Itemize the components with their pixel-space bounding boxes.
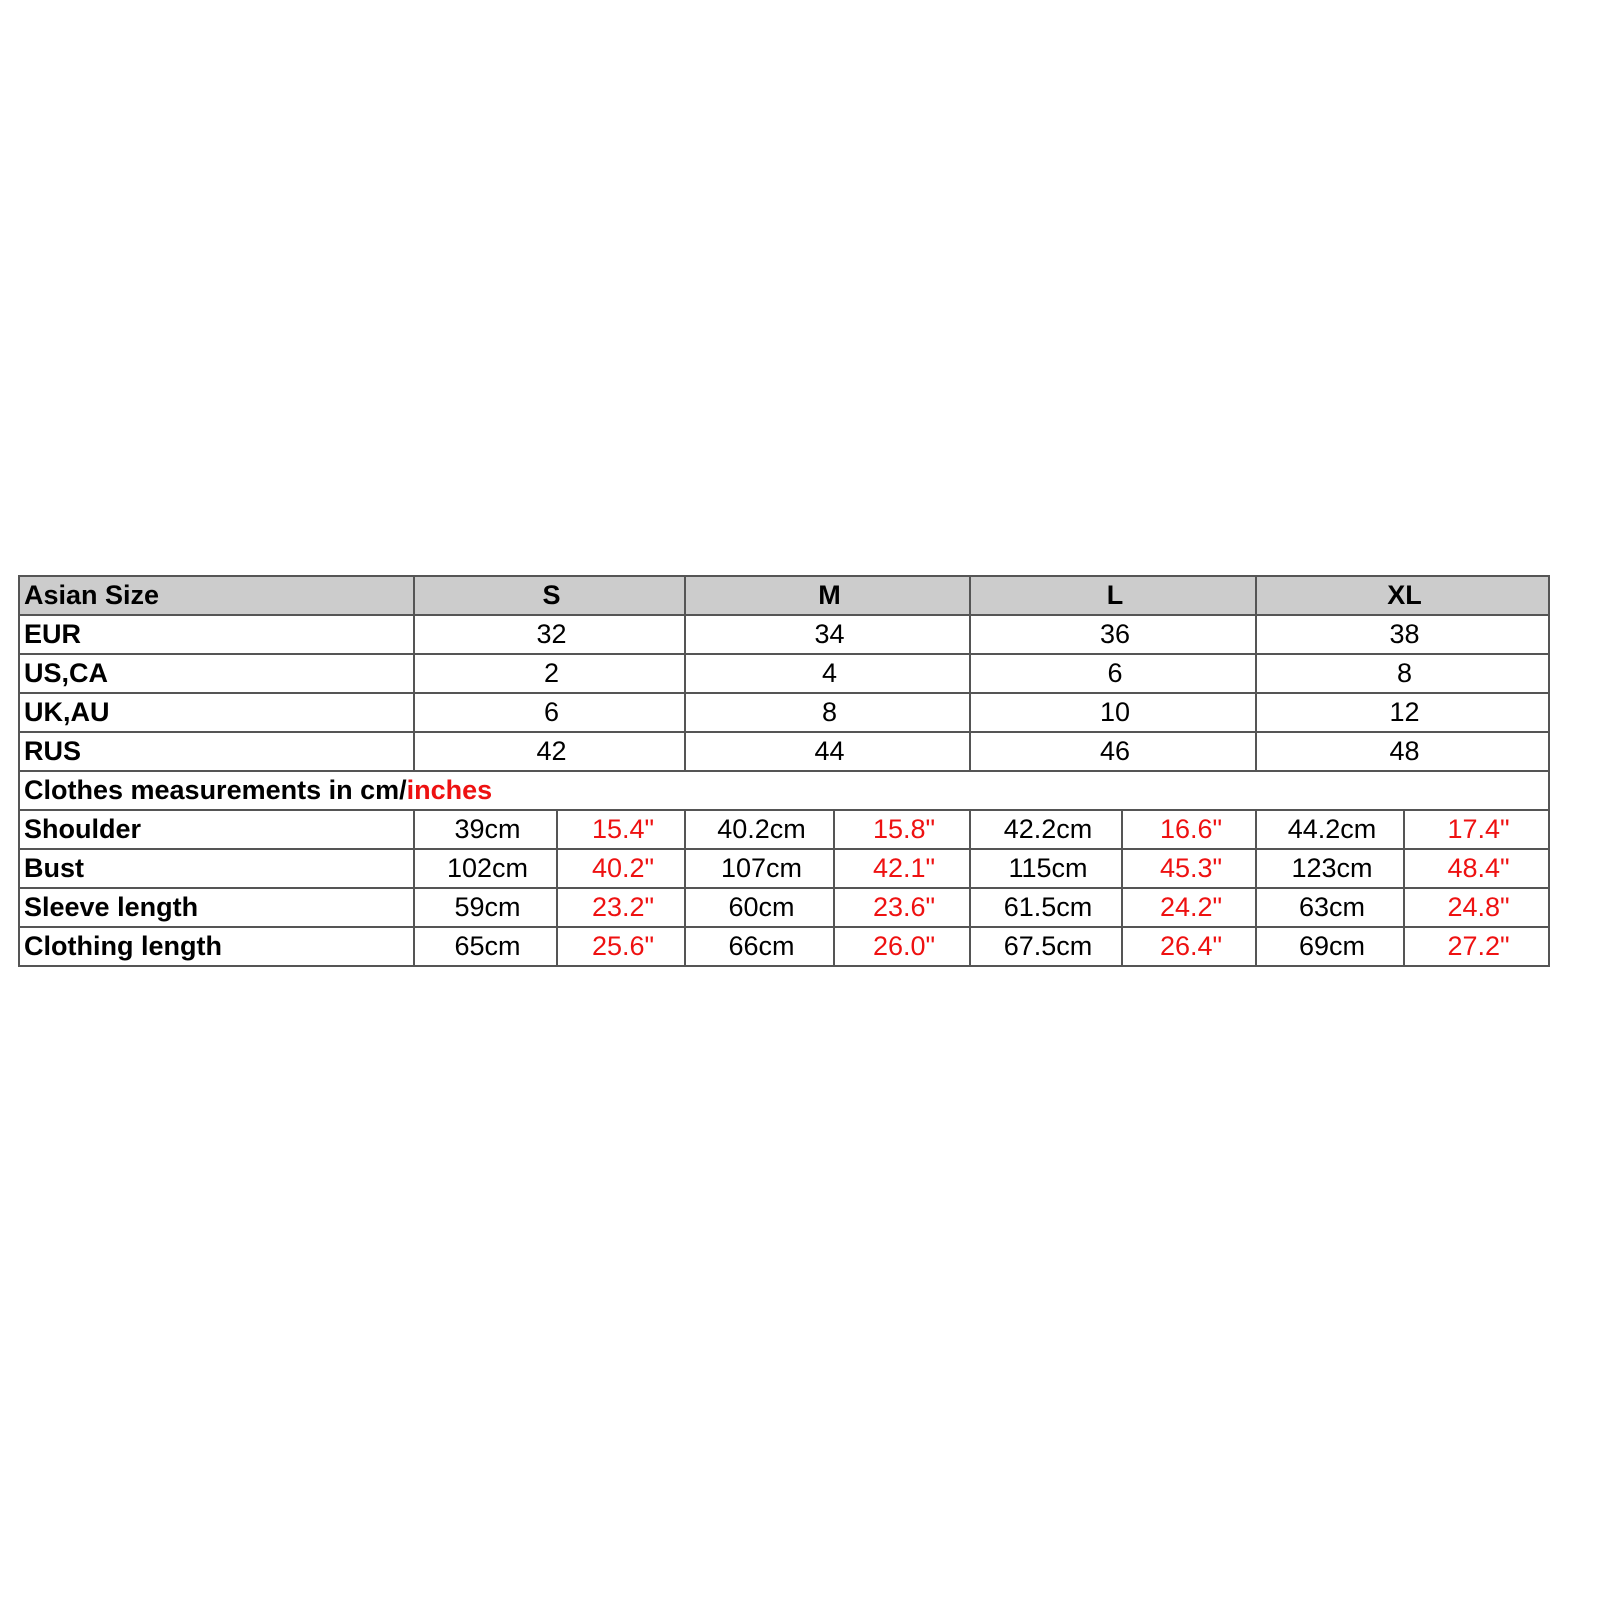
measurement-row-sleeve-length	[19, 888, 1549, 927]
conversion-row-rus	[19, 732, 1549, 771]
inch-cell: 48.4"	[1404, 849, 1549, 888]
inch-cell: 24.2"	[1122, 888, 1256, 927]
row-label: Bust	[19, 849, 414, 888]
cm-cell: 102cm	[414, 849, 557, 888]
section-heading	[19, 771, 1549, 810]
measurement-row-clothing-length	[19, 927, 1549, 966]
cell: 6	[414, 693, 685, 732]
size-s: S	[414, 576, 685, 615]
inch-cell: 15.8"	[834, 810, 970, 849]
inch-cell: 26.0"	[834, 927, 970, 966]
inch-cell: 26.4"	[1122, 927, 1256, 966]
inch-cell: 17.4"	[1404, 810, 1549, 849]
header-row	[19, 576, 1549, 615]
size-l: L	[970, 576, 1256, 615]
cm-cell: 67.5cm	[970, 927, 1122, 966]
inch-cell: 23.6"	[834, 888, 970, 927]
cell: 8	[685, 693, 970, 732]
section-highlight: inches	[406, 775, 493, 805]
conversion-row-eur	[19, 615, 1549, 654]
row-label: Sleeve length	[19, 888, 414, 927]
cm-cell: 61.5cm	[970, 888, 1122, 927]
cell: 32	[414, 615, 685, 654]
cm-cell: 60cm	[685, 888, 834, 927]
row-label: RUS	[19, 732, 414, 771]
inch-cell: 25.6"	[557, 927, 685, 966]
row-label: Shoulder	[19, 810, 414, 849]
size-chart-table	[18, 575, 1550, 967]
cm-cell: 123cm	[1256, 849, 1404, 888]
cm-cell: 40.2cm	[685, 810, 834, 849]
inch-cell: 45.3"	[1122, 849, 1256, 888]
inch-cell: 15.4"	[557, 810, 685, 849]
cm-cell: 59cm	[414, 888, 557, 927]
cell: 2	[414, 654, 685, 693]
section-prefix: Clothes measurements in cm/	[24, 775, 407, 805]
row-label: Clothing length	[19, 927, 414, 966]
measurement-row-bust	[19, 849, 1549, 888]
cm-cell: 115cm	[970, 849, 1122, 888]
inch-cell: 23.2"	[557, 888, 685, 927]
cm-cell: 42.2cm	[970, 810, 1122, 849]
cm-cell: 107cm	[685, 849, 834, 888]
cell: 34	[685, 615, 970, 654]
inch-cell: 24.8"	[1404, 888, 1549, 927]
inch-cell: 16.6"	[1122, 810, 1256, 849]
size-m: M	[685, 576, 970, 615]
cell: 48	[1256, 732, 1549, 771]
cell: 8	[1256, 654, 1549, 693]
cm-cell: 63cm	[1256, 888, 1404, 927]
section-heading-row	[19, 771, 1549, 810]
size-xl: XL	[1256, 576, 1549, 615]
cm-cell: 39cm	[414, 810, 557, 849]
cell: 12	[1256, 693, 1549, 732]
cell: 46	[970, 732, 1256, 771]
inch-cell: 27.2"	[1404, 927, 1549, 966]
cell: 38	[1256, 615, 1549, 654]
cm-cell: 69cm	[1256, 927, 1404, 966]
measurement-row-shoulder	[19, 810, 1549, 849]
cell: 42	[414, 732, 685, 771]
inch-cell: 42.1"	[834, 849, 970, 888]
header-label: Asian Size	[19, 576, 414, 615]
cell: 4	[685, 654, 970, 693]
conversion-row-us-ca	[19, 654, 1549, 693]
cell: 44	[685, 732, 970, 771]
cell: 6	[970, 654, 1256, 693]
cm-cell: 65cm	[414, 927, 557, 966]
row-label: US,CA	[19, 654, 414, 693]
cell: 10	[970, 693, 1256, 732]
conversion-row-uk-au	[19, 693, 1549, 732]
row-label: EUR	[19, 615, 414, 654]
cm-cell: 66cm	[685, 927, 834, 966]
cell: 36	[970, 615, 1256, 654]
inch-cell: 40.2"	[557, 849, 685, 888]
cm-cell: 44.2cm	[1256, 810, 1404, 849]
row-label: UK,AU	[19, 693, 414, 732]
